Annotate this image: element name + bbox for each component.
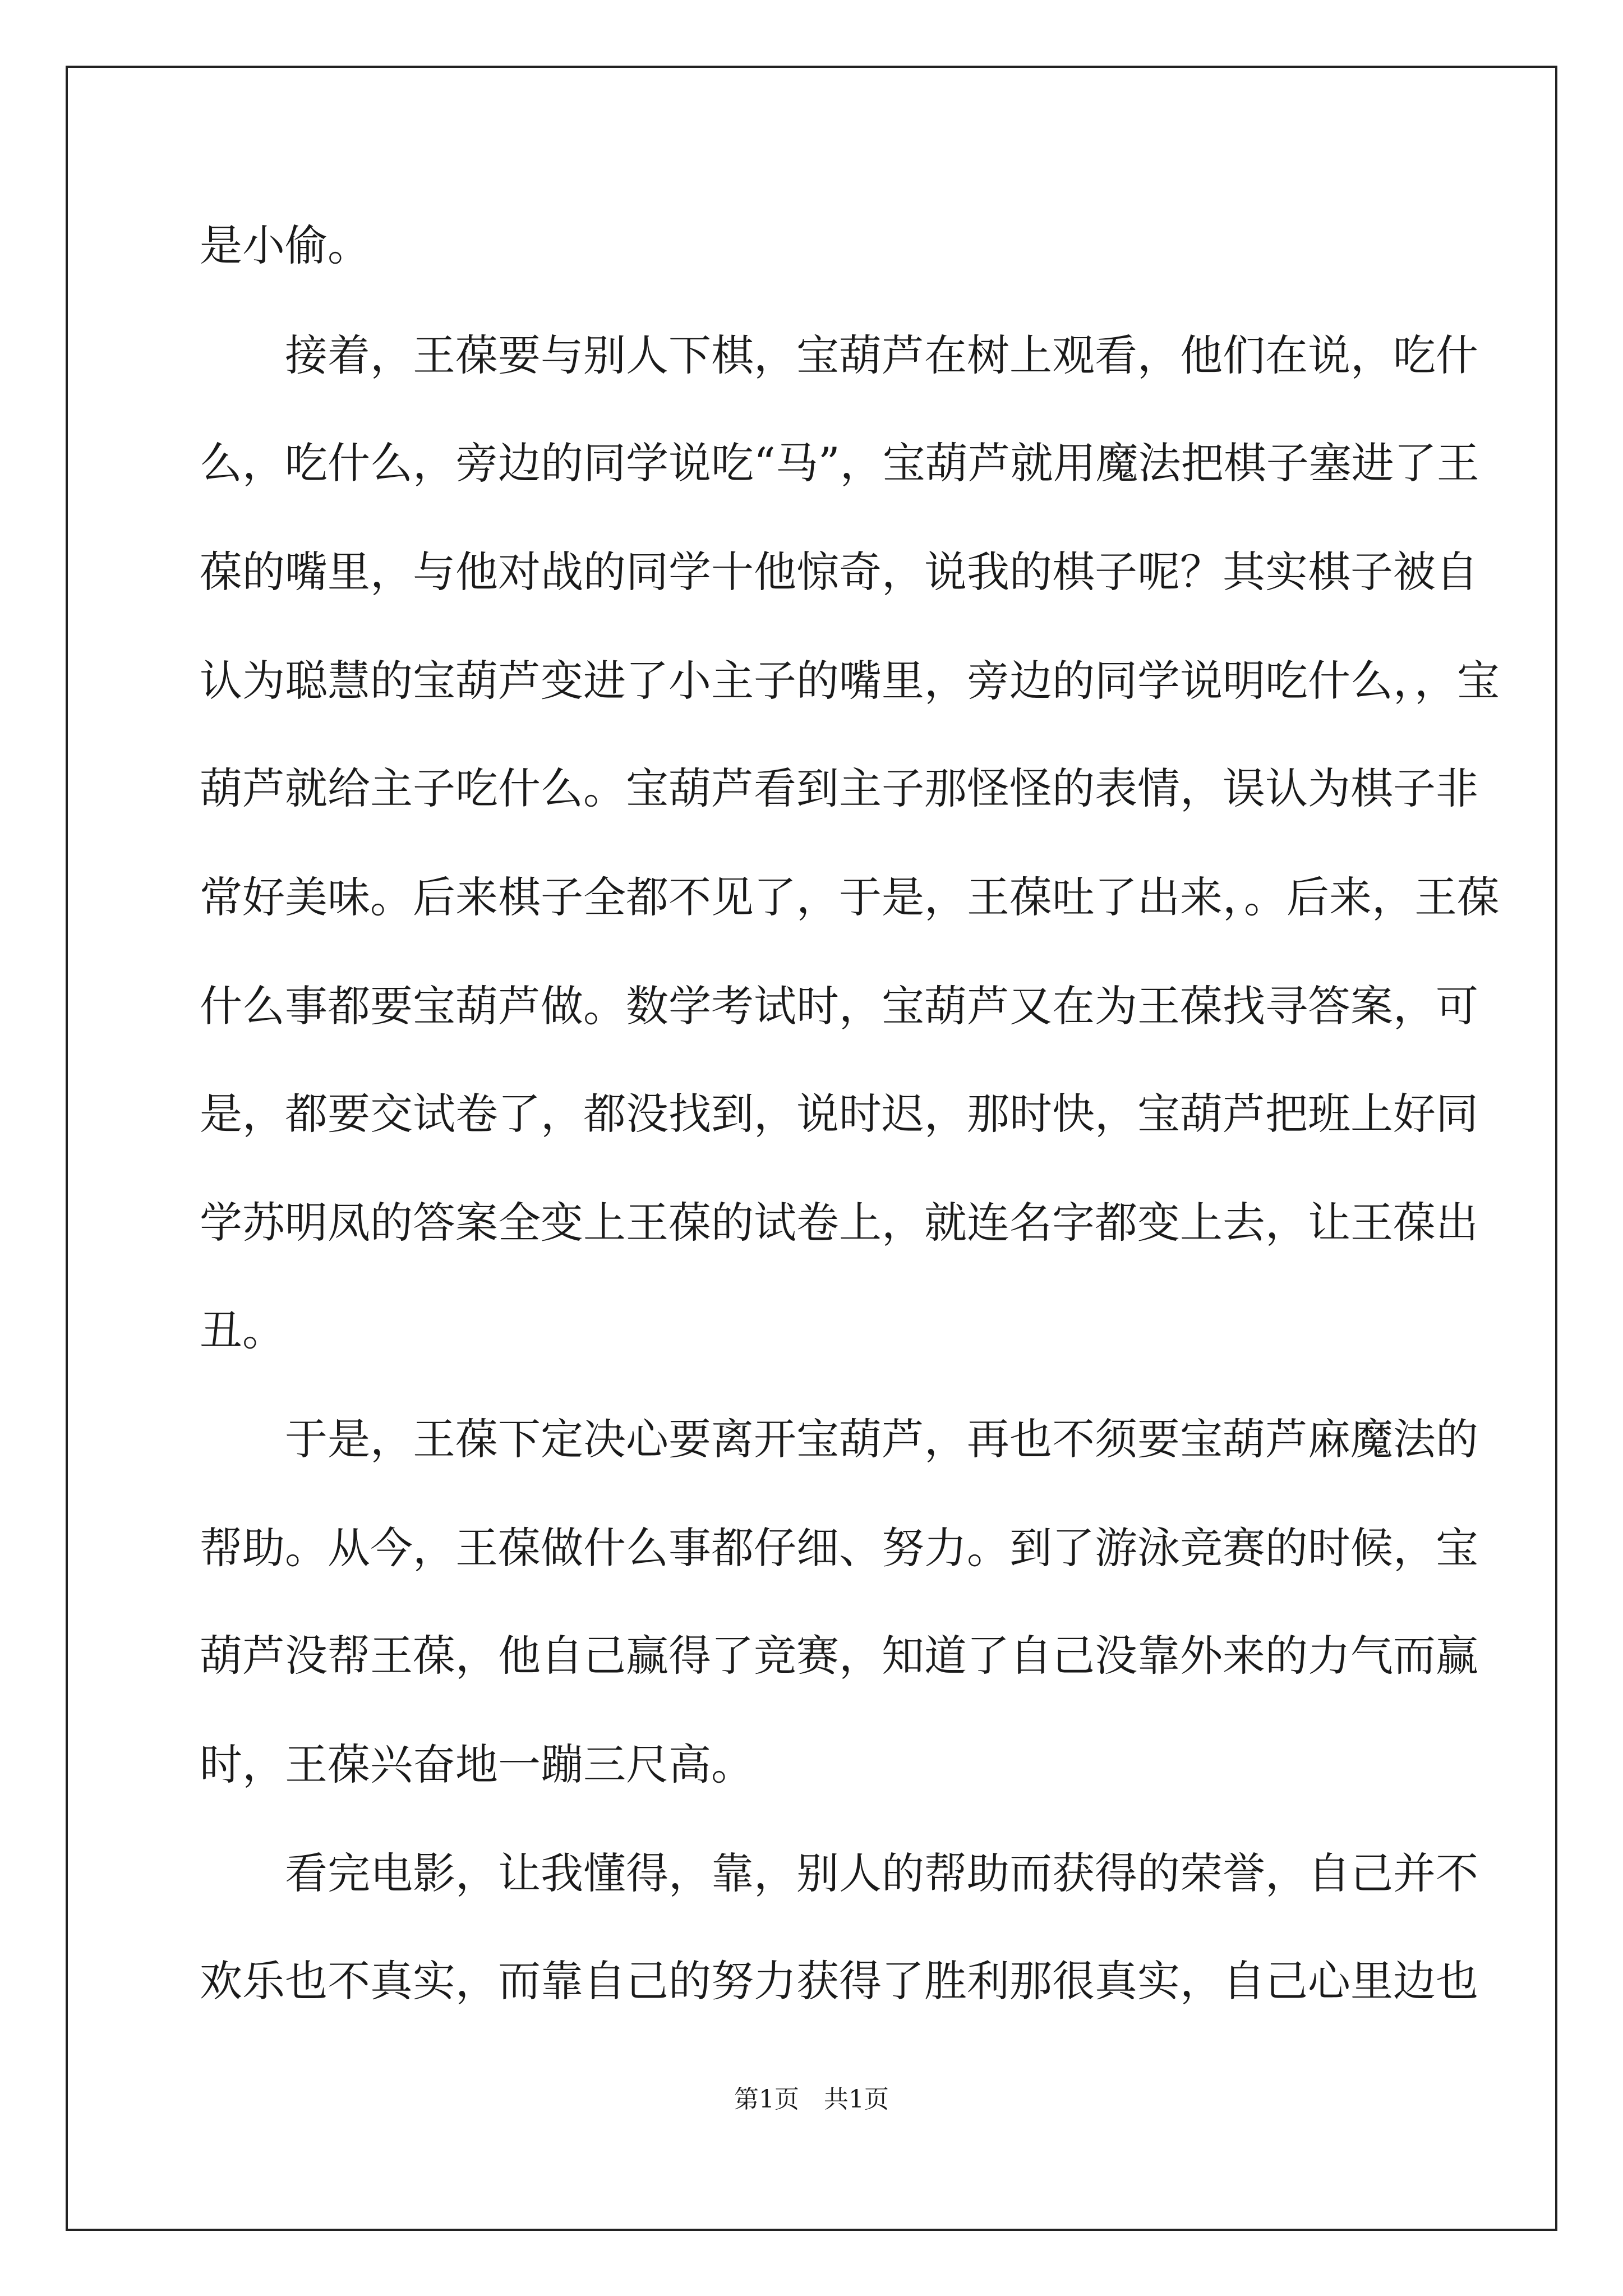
text-line-9: 是，都要交试卷了，都没找到，说时迟，那时快，宝葫芦把班上好同 (200, 1089, 1478, 1139)
text-line-2: 接着，王葆要与别人下棋，宝葫芦在树上观看，他们在说，吃什 (285, 330, 1478, 380)
text-line-7: 常好美味。后来棋子全都不见了，于是，王葆吐了出来，。后来，王葆 (200, 872, 1500, 922)
page-footer: 第1页 共1页 (734, 2085, 889, 2114)
text-line-15: 时，王葆兴奋地一蹦三尺高。 (200, 1740, 754, 1789)
text-line-14: 葫芦没帮王葆，他自己赢得了竞赛，知道了自己没靠外来的力气而赢 (200, 1631, 1478, 1681)
text-line-16: 看完电影，让我懂得，靠，别人的帮助而获得的荣誉，自己并不 (285, 1848, 1478, 1898)
text-line-8: 什么事都要宝葫芦做。数学考试时，宝葫芦又在为王葆找寻答案，可 (200, 981, 1478, 1031)
text-line-11: 丑。 (200, 1305, 285, 1355)
text-line-4: 葆的嘴里，与他对战的同学十他惊奇，说我的棋子呢？其实棋子被自 (200, 547, 1478, 597)
text-line-3: 么，吃什么，旁边的同学说吃“马”，宝葫芦就用魔法把棋子塞进了王 (200, 438, 1479, 488)
page-border (66, 66, 1557, 2231)
text-line-13: 帮助。从今，王葆做什么事都仔细、努力。到了游泳竞赛的时候，宝 (200, 1523, 1478, 1573)
text-line-5: 认为聪慧的宝葫芦变进了小主子的嘴里，旁边的同学说明吃什么，，宝 (200, 656, 1500, 706)
text-line-12: 于是，王葆下定决心要离开宝葫芦，再也不须要宝葫芦麻魔法的 (285, 1414, 1478, 1464)
text-line-6: 葫芦就给主子吃什么。宝葫芦看到主子那怪怪的表情，误认为棋子非 (200, 763, 1478, 813)
text-line-10: 学苏明凤的答案全变上王葆的试卷上，就连名字都变上去，让王葆出 (200, 1198, 1478, 1248)
text-line-17: 欢乐也不真实，而靠自己的努力获得了胜利那很真实，自己心里边也 (200, 1956, 1478, 2006)
text-line-1: 是小偷。 (200, 220, 370, 270)
